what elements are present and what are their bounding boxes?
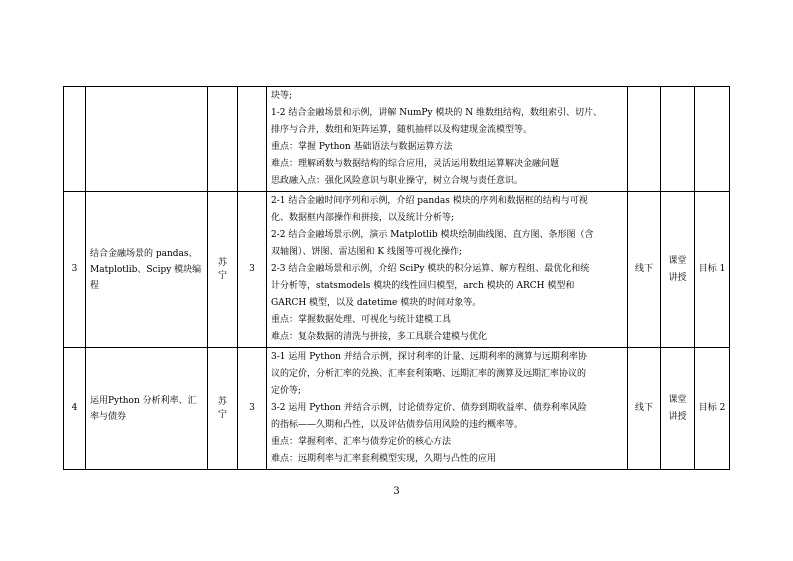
content-line: 计分析等，statsmodels 模块的线性回归模型，arch 模块的 ARCH 模型和	[271, 281, 575, 291]
goal-cell: 目标 2	[695, 348, 730, 470]
content-line: 2-3 结合金融场景和示例，介绍 SciPy 模块的积分运算、解方程组、最优化和统	[271, 264, 590, 274]
goal-cell: 目标 1	[695, 192, 730, 348]
method-part: 讲授	[668, 272, 687, 283]
content-line: 难点：复杂数据的清洗与拼接，多工具联合建模与优化	[271, 332, 488, 342]
course-schedule-table	[63, 86, 730, 470]
row-number-cell: 4	[64, 348, 86, 470]
content-line: 难点：理解函数与数据结构的综合应用，灵活运用数组运算解决金融问题	[271, 159, 560, 169]
topic-name-cell: 运用Python 分析利率、汇率与债券	[86, 348, 208, 470]
content-line: 思政融入点：强化风险意识与职业操守，树立合规与责任意识。	[271, 176, 524, 186]
method-part: 课堂	[668, 394, 687, 405]
topic-name-cell: 结合金融场景的 pandas、Matplotlib、Scipy 模块编程	[86, 192, 208, 348]
content-line: 1-2 结合金融场景和示例，讲解 NumPy 模块的 N 维数组结构，数组索引、切片、	[271, 108, 603, 118]
content-cell	[267, 87, 628, 192]
content-cell	[267, 348, 628, 470]
content-cell	[267, 192, 628, 348]
teacher-cell	[208, 192, 238, 348]
hours-cell: 3	[238, 348, 267, 470]
content-line: 排序与合并，数组和矩阵运算，随机抽样以及构建现金流模型等。	[271, 125, 533, 135]
table-row	[64, 87, 730, 192]
page-number: 3	[393, 486, 400, 497]
teaching-method-cell	[661, 192, 695, 348]
method-part: 课堂	[668, 255, 687, 266]
table-row	[64, 192, 730, 348]
content-line: 的指标——久期和凸性，以及评估债券信用风险的违约概率等。	[271, 420, 524, 430]
content-line: 重点：掌握数据处理、可视化与统计建模工具	[271, 315, 452, 325]
teacher-cell	[208, 348, 238, 470]
content-line: 重点：掌握 Python 基础语法与数据运算方法	[271, 142, 453, 152]
teacher-char: 苏	[217, 257, 227, 268]
content-line: 双轴图）、饼图、雷达图和 K 线图等可视化操作;	[271, 247, 462, 257]
hours-cell: 3	[238, 192, 267, 348]
content-line: 块等;	[271, 91, 293, 101]
content-line: 化、数据框内部操作和拼接，以及统计分析等;	[271, 213, 455, 223]
content-line: 重点：掌握利率、汇率与债券定价的核心方法	[271, 437, 452, 447]
teaching-method-cell	[661, 87, 695, 192]
content-line: 2-1 结合金融时间序列和示例，介绍 pandas 模块的序列和数据框的结构与可视	[271, 196, 588, 206]
row-number-cell: 3	[64, 192, 86, 348]
method-part: 讲授	[668, 411, 687, 422]
row-number-cell	[64, 87, 86, 192]
content-line: GARCH 模型，以及 datetime 模块的时间对象等。	[271, 298, 482, 308]
teacher-char: 宁	[217, 270, 227, 281]
teaching-mode-cell: 线下	[628, 348, 661, 470]
teacher-char: 宁	[217, 409, 227, 420]
content-line: 定价等;	[271, 386, 302, 396]
teacher-char: 苏	[217, 396, 227, 407]
teacher-cell	[208, 87, 238, 192]
hours-cell	[238, 87, 267, 192]
content-line: 3-2 运用 Python 并结合示例，讨论债券定价、债券到期收益率、债券利率风险	[271, 403, 587, 413]
teaching-method-cell	[661, 348, 695, 470]
content-line: 3-1 运用 Python 并结合示例，探讨利率的计量、远期利率的测算与远期利率协	[271, 352, 587, 362]
table-row	[64, 348, 730, 470]
content-line: 难点：远期利率与汇率套利模型实现，久期与凸性的应用	[271, 454, 497, 464]
content-line: 议的定价，分析汇率的兑换、汇率套利策略、远期汇率的测算及远期汇率协议的	[271, 369, 587, 379]
teaching-mode-cell	[628, 87, 661, 192]
teaching-mode-cell: 线下	[628, 192, 661, 348]
topic-name-cell	[86, 87, 208, 192]
goal-cell	[695, 87, 730, 192]
content-line: 2-2 结合金融场景示例，演示 Matplotlib 模块绘制曲线图、直方图、条形图（含	[271, 230, 594, 240]
